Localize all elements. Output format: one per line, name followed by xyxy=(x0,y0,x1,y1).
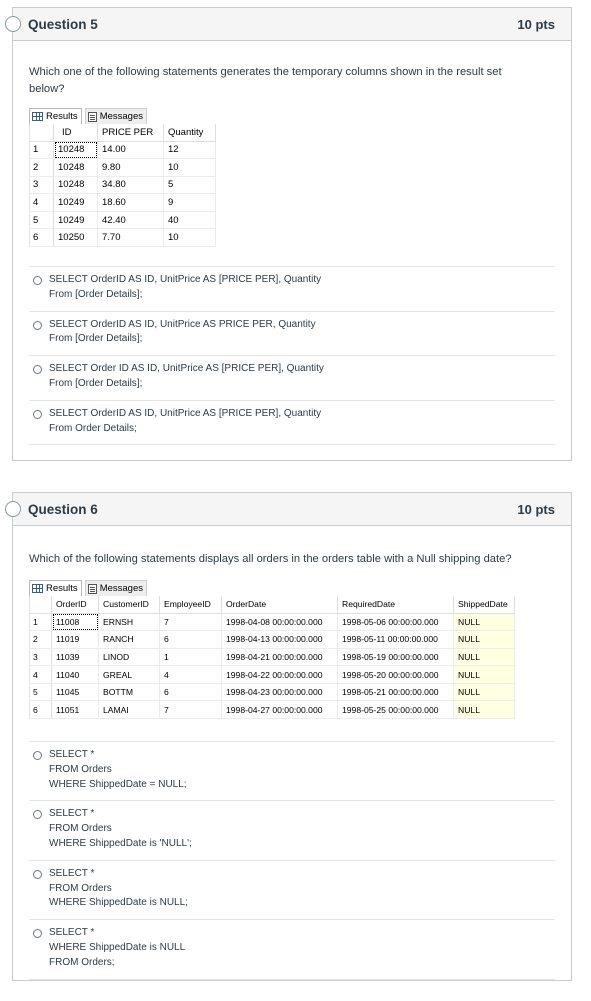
question-title: Question 5 xyxy=(28,16,98,32)
radio-button[interactable] xyxy=(33,276,42,285)
answer-line: FROM Orders xyxy=(49,823,112,835)
answer-line: SELECT OrderID AS ID, UnitPrice AS PRICE PER, Quantity xyxy=(49,318,316,330)
grid-cell: 4 xyxy=(160,666,222,684)
grid-cell: 42.40 xyxy=(98,211,164,229)
results-tab xyxy=(29,108,82,124)
grid-cell: 1998-04-27 00:00:00.000 xyxy=(222,701,338,719)
radio-button[interactable] xyxy=(33,870,42,879)
grid-cell: ERNSH xyxy=(99,613,160,631)
grid-cell: LAMAI xyxy=(99,701,160,719)
column-header: OrderDate xyxy=(222,596,338,613)
results-tab-label: Results xyxy=(46,111,78,122)
grid-icon xyxy=(32,584,43,593)
result-pane-tabs xyxy=(29,107,229,124)
answer-line: SELECT Order ID AS ID, UnitPrice AS [PRICE PER], Quantity xyxy=(49,363,324,375)
prompt-line: below? xyxy=(29,83,65,95)
column-header: OrderID xyxy=(52,596,99,613)
row-number: 5 xyxy=(30,211,54,229)
grid-cell: 6 xyxy=(160,631,222,649)
grid-header-row xyxy=(30,596,515,613)
grid-cell: 11008 xyxy=(52,613,99,631)
answer-text xyxy=(49,273,321,303)
answer-line: WHERE ShippedDate is NULL xyxy=(49,942,186,954)
answer-text xyxy=(49,318,316,348)
answer-option-2[interactable] xyxy=(29,801,555,860)
row-number: 3 xyxy=(30,176,54,194)
question-5-header xyxy=(13,8,571,41)
grid-cell: 10249 xyxy=(54,211,98,229)
row-number: 1 xyxy=(30,613,52,631)
table-row xyxy=(30,194,216,212)
answer-line: FROM Orders; xyxy=(49,956,115,968)
grid-cell: 11045 xyxy=(52,683,99,701)
answer-line: From [Order Details]; xyxy=(49,288,143,300)
grid-cell: 1 xyxy=(160,648,222,666)
answer-text xyxy=(49,926,185,970)
answer-text xyxy=(49,748,187,792)
question-prompt xyxy=(29,64,555,98)
grid-cell: 1998-04-13 00:00:00.000 xyxy=(222,631,338,649)
grid-cell: 11040 xyxy=(52,666,99,684)
answer-text xyxy=(49,362,324,392)
grid-cell: 11051 xyxy=(52,701,99,719)
grid-cell: 1998-05-06 00:00:00.000 xyxy=(338,613,454,631)
answer-line: SELECT * xyxy=(49,808,95,820)
grid-cell: RANCH xyxy=(99,631,160,649)
answer-text xyxy=(49,807,192,851)
table-row xyxy=(30,631,515,649)
grid-cell: 11019 xyxy=(52,631,99,649)
answer-line: From Order Details; xyxy=(49,422,137,434)
answer-line: SELECT * xyxy=(49,867,95,879)
grid-cell: 7 xyxy=(160,701,222,719)
grid-cell: NULL xyxy=(454,613,515,631)
messages-tab-label: Messages xyxy=(99,111,143,122)
answer-line: SELECT OrderID AS ID, UnitPrice AS [PRICE PER], Quantity xyxy=(49,407,322,419)
grid-cell: NULL xyxy=(454,631,515,649)
answer-option-4[interactable] xyxy=(29,401,555,446)
answer-option-4[interactable] xyxy=(29,920,555,979)
grid-cell: 10249 xyxy=(54,194,98,212)
question-points: 10 pts xyxy=(517,501,555,517)
grid-cell: 14.00 xyxy=(98,141,164,159)
row-number: 1 xyxy=(30,141,54,159)
answer-line: From [Order Details]; xyxy=(49,333,143,345)
grid-cell: 1998-05-11 00:00:00.000 xyxy=(338,631,454,649)
row-number-header xyxy=(30,596,52,613)
grid-cell: NULL xyxy=(454,701,515,719)
row-number: 4 xyxy=(30,194,54,212)
answer-option-2[interactable] xyxy=(29,312,555,357)
grid-cell: NULL xyxy=(454,648,515,666)
grid-cell: 1998-04-22 00:00:00.000 xyxy=(222,666,338,684)
answer-list xyxy=(29,741,555,980)
row-number: 2 xyxy=(30,159,54,177)
grid-cell: LINOD xyxy=(99,648,160,666)
column-header: PRICE PER xyxy=(98,124,164,141)
grid-cell: 1998-05-19 00:00:00.000 xyxy=(338,648,454,666)
question-6-header xyxy=(13,493,571,526)
row-number: 6 xyxy=(30,229,54,247)
grid-cell: 10 xyxy=(164,229,216,247)
table-row xyxy=(30,701,515,719)
answer-option-1[interactable] xyxy=(29,742,555,801)
result-grid xyxy=(29,596,515,719)
table-row xyxy=(30,666,515,684)
answer-line: SELECT * xyxy=(49,749,95,761)
row-number-header xyxy=(30,124,54,141)
column-header: ID xyxy=(54,124,98,141)
grid-cell: 12 xyxy=(164,141,216,159)
messages-icon xyxy=(88,112,97,122)
grid-cell: 10250 xyxy=(54,229,98,247)
grid-cell: 5 xyxy=(164,176,216,194)
radio-button[interactable] xyxy=(33,410,42,419)
question-title: Question 6 xyxy=(28,501,98,517)
answer-line: SELECT * xyxy=(49,927,95,939)
answer-option-3[interactable] xyxy=(29,356,555,401)
answer-list xyxy=(29,266,555,445)
radio-button[interactable] xyxy=(33,810,42,819)
messages-tab xyxy=(85,108,147,124)
column-header: RequiredDate xyxy=(338,596,454,613)
row-number: 3 xyxy=(30,648,52,666)
grid-cell: BOTTM xyxy=(99,683,160,701)
result-pane-tabs xyxy=(29,579,524,596)
results-tab xyxy=(29,580,82,596)
answer-line: From [Order Details]; xyxy=(49,378,143,390)
grid-cell: 9 xyxy=(164,194,216,212)
grid-cell: 1998-05-25 00:00:00.000 xyxy=(338,701,454,719)
result-pane-image xyxy=(29,579,524,719)
row-number: 5 xyxy=(30,683,52,701)
question-prompt: Which of the following statements displays all orders in the orders table with a Null shipping date? xyxy=(29,553,512,565)
grid-cell: 10248 xyxy=(54,159,98,177)
table-row xyxy=(30,159,216,177)
column-header: Quantity xyxy=(164,124,216,141)
grid-cell: 1998-04-21 00:00:00.000 xyxy=(222,648,338,666)
answer-line: WHERE ShippedDate is 'NULL'; xyxy=(49,838,192,850)
grid-cell: 9.80 xyxy=(98,159,164,177)
grid-cell: 34.80 xyxy=(98,176,164,194)
question-6-card xyxy=(12,492,572,981)
row-number: 2 xyxy=(30,631,52,649)
grid-cell: 1998-04-08 00:00:00.000 xyxy=(222,613,338,631)
table-row xyxy=(30,613,515,631)
column-header: CustomerID xyxy=(99,596,160,613)
grid-cell: NULL xyxy=(454,666,515,684)
answer-line: SELECT OrderID AS ID, UnitPrice AS [PRICE PER], Quantity xyxy=(49,274,322,286)
radio-button[interactable] xyxy=(33,365,42,374)
result-grid xyxy=(29,124,216,247)
grid-cell: 6 xyxy=(160,683,222,701)
table-row xyxy=(30,648,515,666)
table-row xyxy=(30,229,216,247)
answer-line: WHERE ShippedDate is NULL; xyxy=(49,897,188,909)
radio-button[interactable] xyxy=(33,751,42,760)
result-pane-image xyxy=(29,107,229,247)
grid-cell: 1998-05-20 00:00:00.000 xyxy=(338,666,454,684)
column-header: EmployeeID xyxy=(160,596,222,613)
answer-option-1[interactable] xyxy=(29,267,555,312)
question-marker-icon xyxy=(5,16,21,32)
question-points: 10 pts xyxy=(517,16,555,32)
table-row xyxy=(30,141,216,159)
column-header: ShippedDate xyxy=(454,596,515,613)
radio-button[interactable] xyxy=(33,321,42,330)
prompt-line: Which one of the following statements generates the temporary columns shown in the result set xyxy=(29,66,502,78)
messages-icon xyxy=(88,584,97,594)
messages-tab-label: Messages xyxy=(99,583,143,594)
answer-text xyxy=(49,867,188,911)
grid-cell: 10248 xyxy=(54,141,98,159)
grid-cell: 18.60 xyxy=(98,194,164,212)
messages-tab xyxy=(85,580,147,596)
grid-cell: 7.70 xyxy=(98,229,164,247)
grid-icon xyxy=(32,112,43,121)
answer-line: FROM Orders xyxy=(49,882,112,894)
answer-line: WHERE ShippedDate = NULL; xyxy=(49,778,187,790)
results-tab-label: Results xyxy=(46,583,78,594)
grid-header-row xyxy=(30,124,216,141)
radio-button[interactable] xyxy=(33,929,42,938)
row-number: 6 xyxy=(30,701,52,719)
grid-cell: GREAL xyxy=(99,666,160,684)
grid-cell: 1998-04-23 00:00:00.000 xyxy=(222,683,338,701)
grid-cell: 11039 xyxy=(52,648,99,666)
row-number: 4 xyxy=(30,666,52,684)
table-row xyxy=(30,211,216,229)
grid-cell: 10248 xyxy=(54,176,98,194)
grid-cell: 10 xyxy=(164,159,216,177)
answer-text xyxy=(49,407,321,437)
grid-cell: 7 xyxy=(160,613,222,631)
table-row xyxy=(30,683,515,701)
table-row xyxy=(30,176,216,194)
grid-cell: NULL xyxy=(454,683,515,701)
answer-line: FROM Orders xyxy=(49,763,112,775)
grid-cell: 1998-05-21 00:00:00.000 xyxy=(338,683,454,701)
question-5-card xyxy=(12,7,572,461)
grid-cell: 40 xyxy=(164,211,216,229)
answer-option-3[interactable] xyxy=(29,861,555,920)
question-marker-icon xyxy=(5,501,21,517)
